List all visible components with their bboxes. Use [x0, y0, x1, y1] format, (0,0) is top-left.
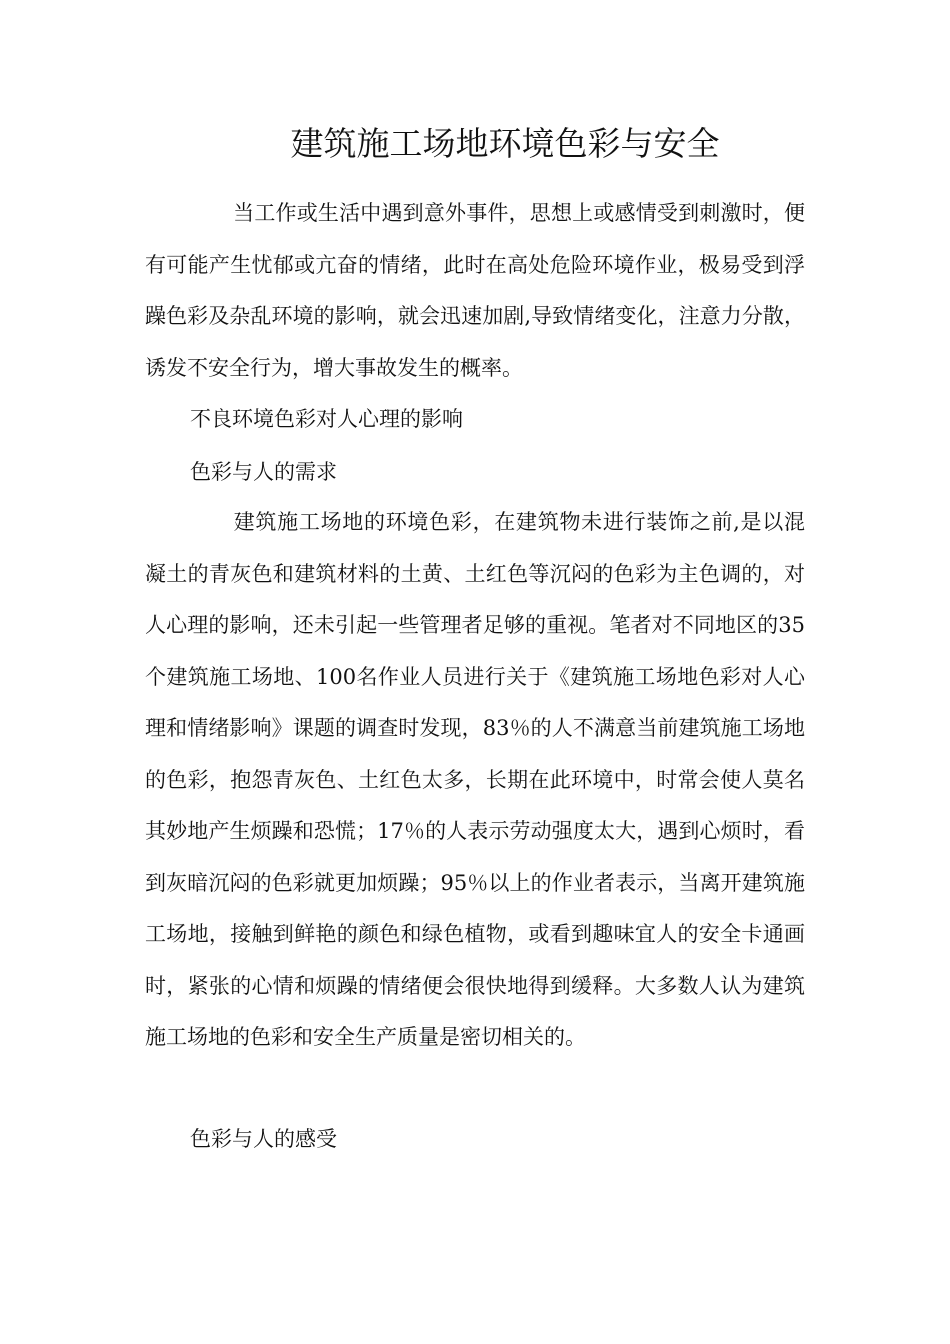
section-heading-color-feelings: 色彩与人的感受: [190, 1127, 337, 1151]
paragraph-survey-text: 建筑施工场地的环境色彩，在建筑物未进行装饰之前,是以混凝土的青灰色和建筑材料的土黄、土红色等沉闷的色彩为主色调的，对人心理的影响，还未引起一些管理者足够的重视。笔者对不同地区的35个建筑施工场地、100名作业人员进行关于《建筑施工场地色彩对人心理和情绪影响》课题的调查时发现，83％的人不满意当前建筑施工场地的色彩，抱怨青灰色、土红色太多，长期在此环境中，时常会使人莫名其妙地产生烦躁和恐慌；17％的人表示劳动强度太大，遇到心烦时，看到灰暗沉闷的色彩就更加烦躁；95％以上的作业者表示，当离开建筑施工场地，接触到鲜艳的颜色和绿色植物，或看到趣味宜人的安全卡通画时，紧张的心情和烦躁的情绪便会很快地得到缓释。大多数人认为建筑施工场地的色彩和安全生产质量是密切相关的。: [145, 510, 805, 1049]
paragraph-intro-text: 当工作或生活中遇到意外事件，思想上或感情受到刺激时，便有可能产生忧郁或亢奋的情绪，此时在高处危险环境作业，极易受到浮躁色彩及杂乱环境的影响，就会迅速加剧,导致情绪变化，注意力分散，诱发不安全行为，增大事故发生的概率。: [145, 201, 805, 380]
paragraph-intro: [145, 188, 805, 394]
paragraph-survey: [145, 497, 805, 1064]
document-title: 建筑施工场地环境色彩与安全: [290, 124, 720, 163]
section-heading-bad-environment: 不良环境色彩对人心理的影响: [190, 407, 463, 431]
section-heading-color-needs: 色彩与人的需求: [190, 460, 337, 484]
